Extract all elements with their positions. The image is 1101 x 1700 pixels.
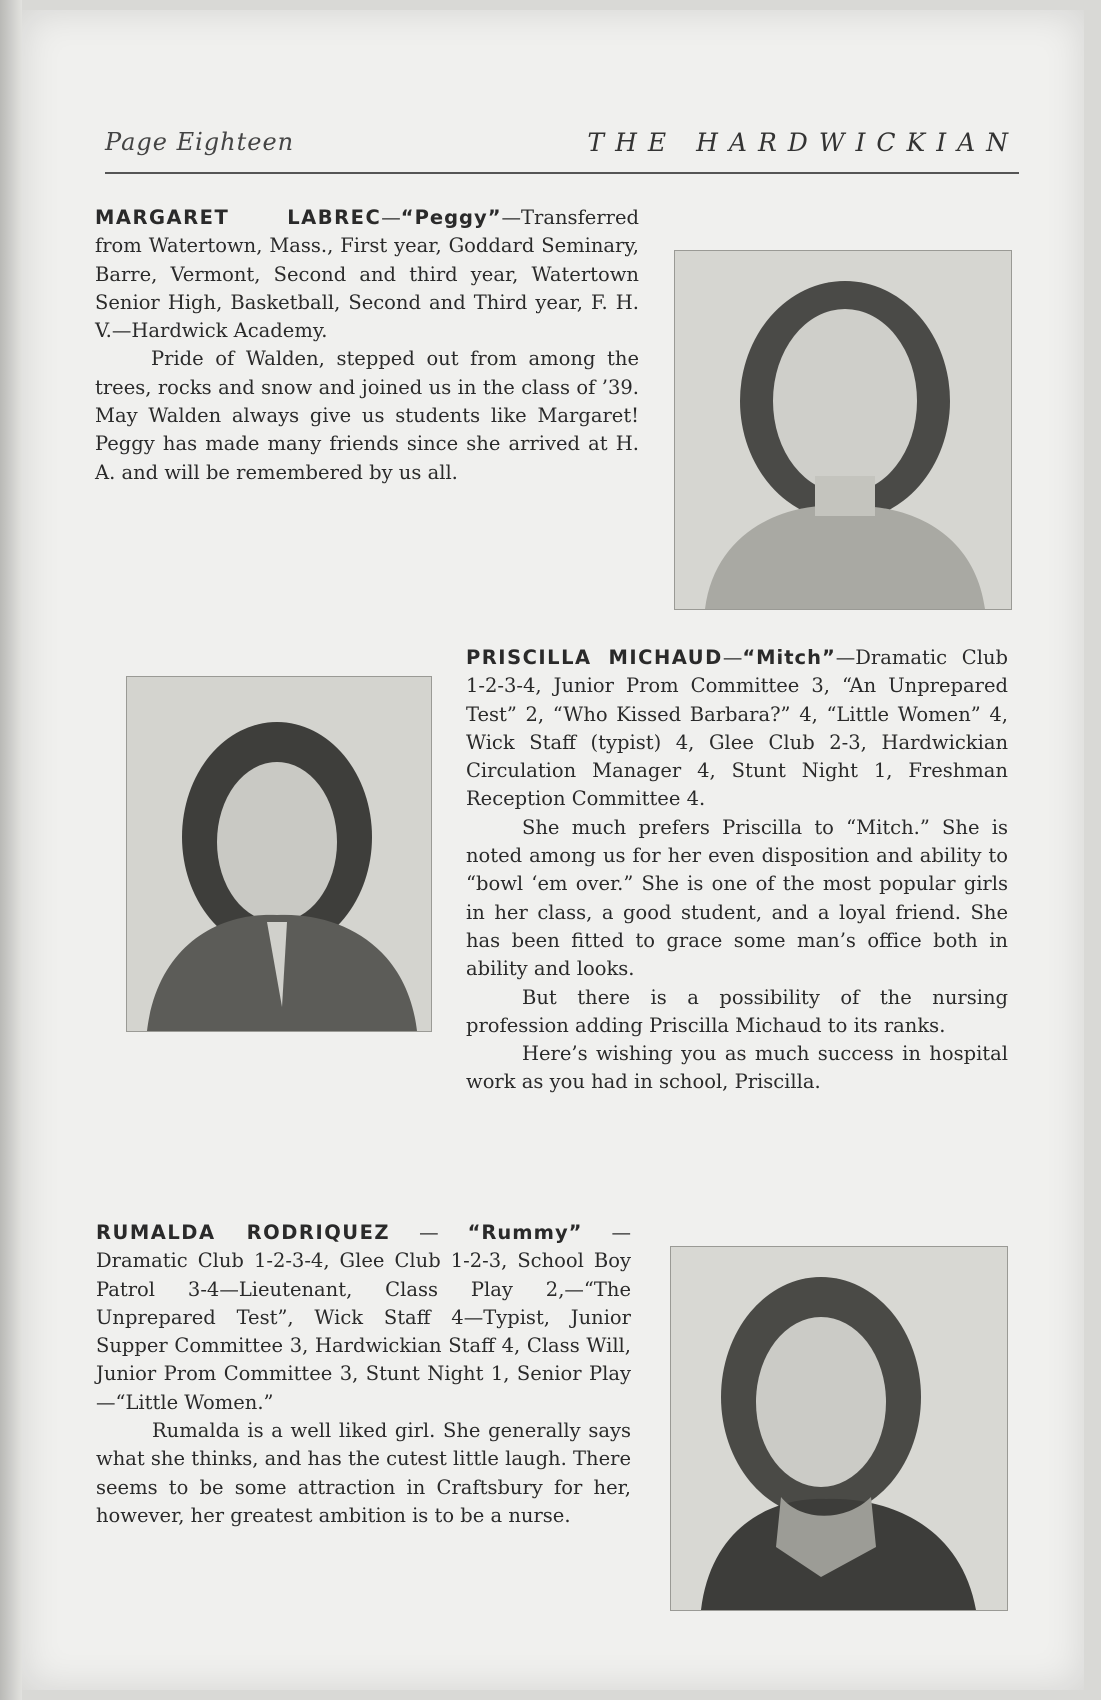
header-rule: [105, 172, 1019, 174]
portrait-image: [671, 1247, 1007, 1610]
bio-heading: MARGARET LABREC—“Peggy”—Transferred from Watertown, Mass., First year, Goddard Seminary, Barre, Vermont, Second and third year, Watertown Senior High, Basketball, Second and Third year, F. H. V.—Hardwick Academy.: [95, 206, 639, 343]
portrait-margaret-labrec: [674, 250, 1012, 610]
student-nickname: “Peggy”: [400, 206, 502, 229]
bio-priscilla-michaud: [466, 644, 1008, 1097]
portrait-rumalda-rodriquez: [670, 1246, 1008, 1611]
student-nickname: “Mitch”: [742, 646, 836, 669]
student-activities: Dramatic Club 1-2-3-4, Glee Club 1-2-3, School Boy Patrol 3-4—Lieutenant, Class Play 2,—“The Unprepared Test”, Wick Staff 4—Typist, Junior Supper Committee 3, Hardwickian Staff 4, Class Will, Junior Prom Committee 3, Stunt Night 1, Senior Play—“Little Women.”: [96, 1249, 631, 1414]
page-number: Page Eighteen: [105, 128, 295, 156]
bio-paragraph: Rumalda is a well liked girl. She generally says what she thinks, and has the cutest little laugh. There seems to be some attraction in Craftsbury for her, however, her greatest ambition is to be a nurse.: [96, 1419, 631, 1527]
student-nickname: “Rummy”: [467, 1221, 583, 1244]
bio-paragraph: Pride of Walden, stepped out from among the trees, rocks and snow and joined us in the class of ’39. May Walden always give us students like Margaret! Peggy has made many friends since she arrived at H. A. and will be remembered by us all.: [95, 347, 639, 484]
bio-paragraph: But there is a possibility of the nursing profession adding Priscilla Michaud to its ranks.: [466, 985, 1008, 1037]
binding-gutter: [0, 0, 22, 1700]
student-name: RUMALDA RODRIQUEZ: [96, 1221, 391, 1244]
bio-heading: RUMALDA RODRIQUEZ — “Rummy” — Dramatic Club 1-2-3-4, Glee Club 1-2-3, School Boy Patrol 3-4—Lieutenant, Class Play 2,—“The Unprepared Test”, Wick Staff 4—Typist, Junior Supper Committee 3, Hardwickian Staff 4, Class Will, Junior Prom Committee 3, Stunt Night 1, Senior Play—“Little Women.”: [96, 1221, 631, 1414]
page-header: [105, 128, 1019, 168]
student-activities: Dramatic Club 1-2-3-4, Junior Prom Committee 3, “An Unprepared Test” 2, “Who Kissed Barbara?” 4, “Little Women” 4, Wick Staff (typist) 4, Glee Club 2-3, Hardwickian Circulation Manager 4, Stunt Night 1, Freshman Reception Committee 4.: [466, 646, 1008, 811]
publication-title: THE HARDWICKIAN: [587, 128, 1019, 157]
bio-margaret-labrec: [95, 204, 639, 487]
student-name: MARGARET LABREC: [95, 206, 382, 229]
bio-paragraph: Here’s wishing you as much success in hospital work as you had in school, Priscilla.: [466, 1042, 1008, 1094]
portrait-image: [675, 251, 1011, 609]
bio-rumalda-rodriquez: [96, 1219, 631, 1530]
student-name: PRISCILLA MICHAUD: [466, 646, 723, 669]
bio-paragraph: She much prefers Priscilla to “Mitch.” She is noted among us for her even disposition and ability to “bowl ‘em over.” She is one of the most popular girls in her class, a good student, and a loyal friend. She has been fitted to grace some man’s office both in ability and looks.: [466, 815, 1008, 981]
portrait-priscilla-michaud: [126, 676, 432, 1032]
bio-heading: PRISCILLA MICHAUD—“Mitch”—Dramatic Club 1-2-3-4, Junior Prom Committee 3, “An Unprepared Test” 2, “Who Kissed Barbara?” 4, “Little Women” 4, Wick Staff (typist) 4, Glee Club 2-3, Hardwickian Circulation Manager 4, Stunt Night 1, Freshman Reception Committee 4.: [466, 646, 1008, 811]
student-activities: Transferred from Watertown, Mass., First year, Goddard Seminary, Barre, Vermont, Second and third year, Watertown Senior High, Basketball, Second and Third year, F. H. V.—Hardwick Academy.: [95, 206, 639, 343]
portrait-image: [127, 677, 431, 1031]
